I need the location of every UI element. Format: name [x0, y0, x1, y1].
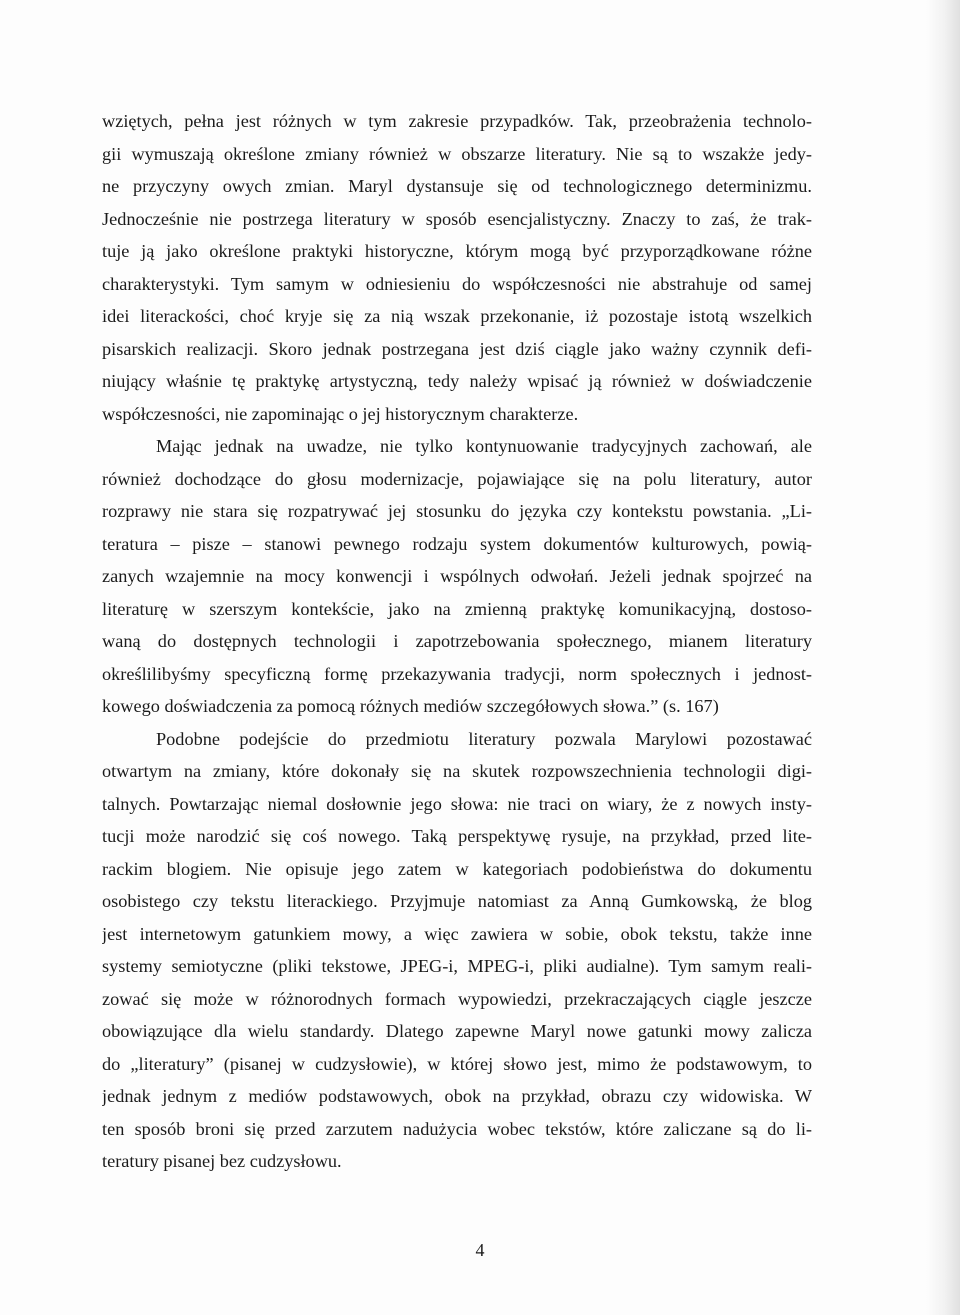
text-line: pisarskich realizacji. Skoro jednak postrzegana jest dziś ciągle jako ważny czynnik defi-	[102, 338, 812, 359]
text-line: tuje ją jako określone praktyki historyczne, którym mogą być przyporządkowane różne	[102, 241, 812, 261]
text-line: współczesności, nie zapominając o jej historycznym charakterze.	[102, 403, 579, 424]
text-line: jednak jednym z mediów podstawowych, obok na przykład, obrazu czy widowiska. W	[102, 1086, 812, 1106]
text-line: systemy semiotyczne (pliki tekstowe, JPEG-i, MPEG-i, pliki audialne). Tym samym reali-	[102, 956, 812, 976]
text-line: Podobne podejście do przedmiotu literatury pozwala Marylowi pozostawać	[156, 728, 812, 749]
text-line: rackim blogiem. Nie opisuje jego zatem w kategoriach podobieństwa do dokumentu	[102, 858, 812, 879]
body-text	[102, 105, 812, 1178]
text-line: zanych wzajemnie na mocy konwencji i wspólnych odwołań. Jeżeli jednak spojrzeć na	[102, 566, 812, 586]
text-line: rozprawy nie stara się rozpatrywać jej stosunku do języka czy kontekstu powstania. „Li-	[102, 501, 812, 521]
text-line: waną do dostępnych technologii i zapotrzebowania społecznego, mianem literatury	[102, 631, 812, 651]
text-line: Jednocześnie nie postrzega literatury w sposób esencjalistyczny. Znaczy to zaś, że trak-	[102, 208, 812, 229]
text-line: ten sposób broni się przed zarzutem nadużycia wobec tekstów, które zaliczane są do li-	[102, 1118, 812, 1139]
text-line: wziętych, pełna jest różnych w tym zakresie przypadków. Tak, przeobrażenia technolo-	[102, 111, 812, 131]
text-line: Mając jednak na uwadze, nie tylko kontynuowanie tradycyjnych zachowań, ale	[156, 436, 812, 456]
text-line: niujący właśnie tę praktykę artystyczną, tedy należy wpisać ją również w doświadczenie	[102, 371, 812, 391]
text-line: teratury pisanej bez cudzysłowu.	[102, 1151, 342, 1171]
text-line: talnych. Powtarzając niemal dosłownie jego słowa: nie traci on wiary, że z nowych insty-	[102, 793, 812, 814]
text-line: obowiązujące dla wielu standardy. Dlatego zapewne Maryl nowe gatunki mowy zalicza	[102, 1021, 812, 1041]
text-line: zować się może w różnorodnych formach wypowiedzi, przekraczających ciągle jeszcze	[102, 988, 812, 1009]
text-line: tucji może narodzić się coś nowego. Taką perspektywę rysuje, na przykład, przed lite-	[102, 826, 812, 846]
page-number: 4	[475, 1240, 485, 1260]
text-line: osobistego czy tekstu literackiego. Przyjmuje natomiast za Anną Gumkowską, że blog	[102, 891, 812, 911]
text-line: również dochodzące do głosu modernizacje, pojawiające się na polu literatury, autor	[102, 468, 812, 489]
text-line: idei literackości, choć kryje się za nią wszak przekonanie, iż pozostaje istotą wszelkich	[102, 306, 812, 326]
text-line: kowego doświadczenia za pomocą różnych mediów szczegółowych słowa.” (s. 167)	[102, 696, 719, 716]
text-line: otwartym na zmiany, które dokonały się na skutek rozpowszechnienia technologii digi-	[102, 761, 812, 781]
scan-edge-shadow	[926, 0, 960, 1315]
text-line: określilibyśmy specyficzną formę przekazywania tradycji, norm społecznych i jednost-	[102, 663, 812, 684]
text-line: literaturę w szerszym kontekście, jako na zmienną praktykę komunikacyjną, dostoso-	[102, 598, 812, 619]
text-line: ne przyczyny owych zmian. Maryl dystansuje się od technologicznego determinizmu.	[102, 176, 812, 196]
text-line: jest internetowym gatunkiem mowy, a więc zawiera w sobie, obok tekstu, także inne	[102, 923, 812, 944]
text-line: do „literatury” (pisanej w cudzysłowie), w której słowo jest, mimo że podstawowym, to	[102, 1053, 812, 1074]
text-line: gii wymuszają określone zmiany również w obszarze literatury. Nie są to wszakże jedy-	[102, 143, 812, 164]
text-line: charakterystyki. Tym samym w odniesieniu do współczesności nie abstrahuje od samej	[102, 273, 812, 294]
text-line: teratura – pisze – stanowi pewnego rodzaju system dokumentów kulturowych, powią-	[102, 533, 812, 554]
